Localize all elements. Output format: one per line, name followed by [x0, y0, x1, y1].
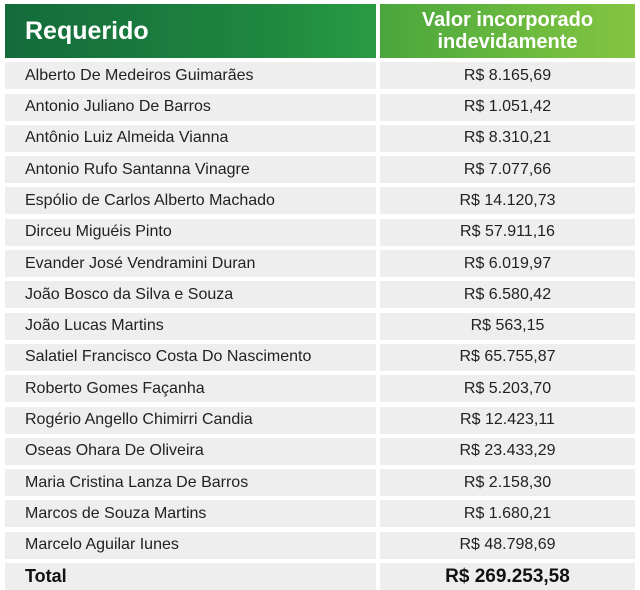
requerido-name: João Lucas Martins [5, 313, 376, 340]
valor-amount: R$ 23.433,29 [380, 438, 635, 465]
valor-amount: R$ 7.077,66 [380, 156, 635, 183]
header-valor-line2: indevidamente [437, 31, 578, 53]
table-row [5, 500, 635, 527]
requerido-name: Oseas Ohara De Oliveira [5, 438, 376, 465]
table-row [5, 250, 635, 277]
valor-amount: R$ 6.019,97 [380, 250, 635, 277]
valor-amount: R$ 8.165,69 [380, 62, 635, 89]
table-row [5, 438, 635, 465]
requerido-name: Marcos de Souza Martins [5, 500, 376, 527]
valor-amount: R$ 5.203,70 [380, 375, 635, 402]
table-row [5, 532, 635, 559]
table-row [5, 62, 635, 89]
valor-amount: R$ 48.798,69 [380, 532, 635, 559]
total-value: R$ 269.253,58 [380, 563, 635, 590]
valor-amount: R$ 12.423,11 [380, 407, 635, 434]
table-row [5, 375, 635, 402]
table-row [5, 281, 635, 308]
values-table [5, 4, 635, 590]
valor-amount: R$ 8.310,21 [380, 125, 635, 152]
requerido-name: Alberto De Medeiros Guimarães [5, 62, 376, 89]
valor-amount: R$ 6.580,42 [380, 281, 635, 308]
valor-amount: R$ 57.911,16 [380, 219, 635, 246]
header-valor [380, 4, 635, 58]
header-valor-line1: Valor incorporado [421, 9, 594, 31]
requerido-name: Antonio Juliano De Barros [5, 94, 376, 121]
table-row [5, 156, 635, 183]
requerido-name: Salatiel Francisco Costa Do Nascimento [5, 344, 376, 371]
requerido-name: Roberto Gomes Façanha [5, 375, 376, 402]
valor-amount: R$ 1.051,42 [380, 94, 635, 121]
table-row [5, 219, 635, 246]
requerido-name: Dirceu Miguéis Pinto [5, 219, 376, 246]
table-row [5, 469, 635, 496]
requerido-name: Evander José Vendramini Duran [5, 250, 376, 277]
valor-amount: R$ 14.120,73 [380, 187, 635, 214]
total-label: Total [5, 563, 376, 590]
valor-amount: R$ 563,15 [380, 313, 635, 340]
requerido-name: Maria Cristina Lanza De Barros [5, 469, 376, 496]
header-requerido: Requerido [5, 4, 376, 58]
table-header [5, 4, 635, 58]
requerido-name: Antonio Rufo Santanna Vinagre [5, 156, 376, 183]
requerido-name: Antônio Luiz Almeida Vianna [5, 125, 376, 152]
table-row [5, 94, 635, 121]
valor-amount: R$ 1.680,21 [380, 500, 635, 527]
table-row [5, 125, 635, 152]
table-row [5, 187, 635, 214]
total-row [5, 563, 635, 590]
table-row [5, 407, 635, 434]
table-row [5, 313, 635, 340]
requerido-name: Espólio de Carlos Alberto Machado [5, 187, 376, 214]
valor-amount: R$ 65.755,87 [380, 344, 635, 371]
requerido-name: Marcelo Aguilar Iunes [5, 532, 376, 559]
requerido-name: João Bosco da Silva e Souza [5, 281, 376, 308]
requerido-name: Rogério Angello Chimirri Candia [5, 407, 376, 434]
table-row [5, 344, 635, 371]
valor-amount: R$ 2.158,30 [380, 469, 635, 496]
